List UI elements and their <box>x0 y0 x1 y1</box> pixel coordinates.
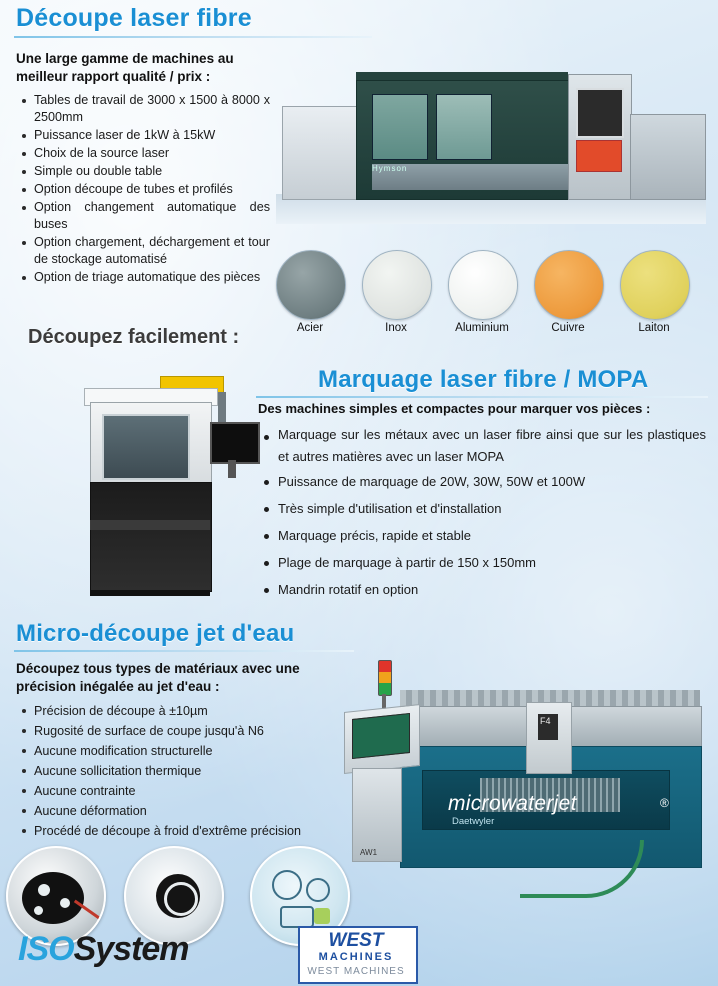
machine-viewing-window <box>102 414 190 480</box>
sample-hole <box>60 898 70 908</box>
section-title-laser-marking: Marquage laser fibre / MOPA <box>318 366 649 393</box>
divider-laser-marking <box>256 396 708 398</box>
machine-hose <box>520 840 644 898</box>
material-label-inox: Inox <box>385 322 407 334</box>
sample-hole <box>34 906 43 915</box>
cabin-window-right <box>436 94 492 160</box>
materials-row <box>276 250 706 350</box>
divider-waterjet <box>14 650 354 652</box>
keyboard-tray <box>90 520 210 530</box>
cutting-head-label: F4 <box>540 716 551 726</box>
list-item: Aucune sollicitation thermique <box>18 762 348 781</box>
lead-laser-marking: Des machines simples et compactes pour marquer vos pièces : <box>258 401 651 416</box>
laser-marking-machine-image <box>40 370 255 605</box>
west-machines-logo <box>298 926 418 984</box>
west-logo-line1: WEST <box>328 930 384 951</box>
control-column-label: AW1 <box>360 848 378 857</box>
waterjet-logo-sub: Daetwyler <box>452 816 495 827</box>
laser-cutting-machine-image <box>276 44 706 229</box>
company-logo-prefix: ISO <box>18 930 74 968</box>
list-item: Précision de découpe à ±10µm <box>18 702 348 721</box>
list-item: Plage de marquage à partir de 150 x 150mm <box>258 550 706 576</box>
lead-laser-cutting: Une large gamme de machines au meilleur rapport qualité / prix : <box>16 51 234 84</box>
company-logo <box>18 930 189 969</box>
cabin-window-left <box>372 94 428 160</box>
sample-detail-shape <box>280 906 314 928</box>
monitor-stand <box>228 460 236 478</box>
material-label-aluminium: Aluminium <box>455 322 509 334</box>
list-item: Marquage précis, rapide et stable <box>258 523 706 549</box>
list-item: Procédé de découpe à froid d'extrême précision <box>18 822 348 841</box>
section-title-waterjet: Micro-découpe jet d'eau <box>16 620 295 647</box>
bullet-list-waterjet <box>18 702 348 842</box>
material-swatch-acier <box>276 250 346 320</box>
machine-hmi-panel <box>576 140 622 172</box>
machine-screen <box>576 88 624 138</box>
list-item: Aucune contrainte <box>18 782 348 801</box>
list-item: Option découpe de tubes et profilés <box>18 181 270 198</box>
material-swatch-laiton <box>620 250 690 320</box>
sample-detail-shape <box>272 870 302 900</box>
section-title-laser-cutting: Découpe laser fibre <box>16 4 252 32</box>
machine-base-cabinet <box>90 482 212 592</box>
list-item: Simple ou double table <box>18 163 270 180</box>
list-item: Puissance de marquage de 20W, 30W, 50W et 100W <box>258 469 706 495</box>
company-logo-text: System <box>73 930 189 968</box>
machine-brand-label: Hymson <box>372 164 408 173</box>
list-item: Aucune déformation <box>18 802 348 821</box>
machine-left-body <box>282 106 358 200</box>
machine-rail-section <box>630 114 706 200</box>
list-item: Marquage sur les métaux avec un laser fibre ainsi que sur les plastiques et autres matières avec un laser MOPA <box>258 424 706 468</box>
sample-ring-shape <box>164 882 198 916</box>
material-swatch-cuivre <box>534 250 604 320</box>
list-item: Puissance laser de 1kW à 15kW <box>18 127 270 144</box>
material-label-laiton: Laiton <box>638 322 670 334</box>
waterjet-logo <box>448 792 577 816</box>
list-item: Option de triage automatique des pièces <box>18 269 270 286</box>
sample-part-shape <box>22 872 84 924</box>
lead-waterjet: Découpez tous types de matériaux avec une précision inégalée au jet d'eau : <box>16 661 300 694</box>
waterjet-machine-image <box>330 650 715 900</box>
monitor-screen <box>210 422 260 464</box>
list-item: Très simple d'utilisation et d'installation <box>258 496 706 522</box>
list-item: Aucune modification structurelle <box>18 742 348 761</box>
sample-detail-shape <box>306 878 330 902</box>
material-label-acier: Acier <box>296 322 324 334</box>
signal-tower-icon <box>378 660 392 696</box>
machine-feet <box>90 590 210 596</box>
machine-control-screen <box>352 713 410 759</box>
west-logo-line3: WEST MACHINES <box>307 966 405 977</box>
waterjet-logo-registered: ® <box>660 796 669 810</box>
list-item: Option chargement, déchargement et tour de stockage automatisé <box>18 234 270 268</box>
list-item: Mandrin rotatif en option <box>258 577 706 603</box>
list-item: Tables de travail de 3000 x 1500 à 8000 x 2500mm <box>18 92 270 126</box>
material-label-cuivre: Cuivre <box>551 322 585 334</box>
subtitle-decoupez-facilement: Découpez facilement : <box>28 326 240 348</box>
bullet-list-laser-marking <box>258 424 706 604</box>
bullet-list-laser-cutting <box>18 92 270 287</box>
list-item: Rugosité de surface de coupe jusqu'à N6 <box>18 722 348 741</box>
sample-detail-shape <box>314 908 330 924</box>
west-logo-line2: MACHINES <box>318 951 394 963</box>
sample-hole <box>38 884 50 896</box>
waterjet-logo-text: microwaterjet <box>448 792 577 815</box>
material-swatch-inox <box>362 250 432 320</box>
list-item: Option changement automatique des buses <box>18 199 270 233</box>
material-swatch-aluminium <box>448 250 518 320</box>
divider-laser-cutting <box>14 36 372 38</box>
list-item: Choix de la source laser <box>18 145 270 162</box>
